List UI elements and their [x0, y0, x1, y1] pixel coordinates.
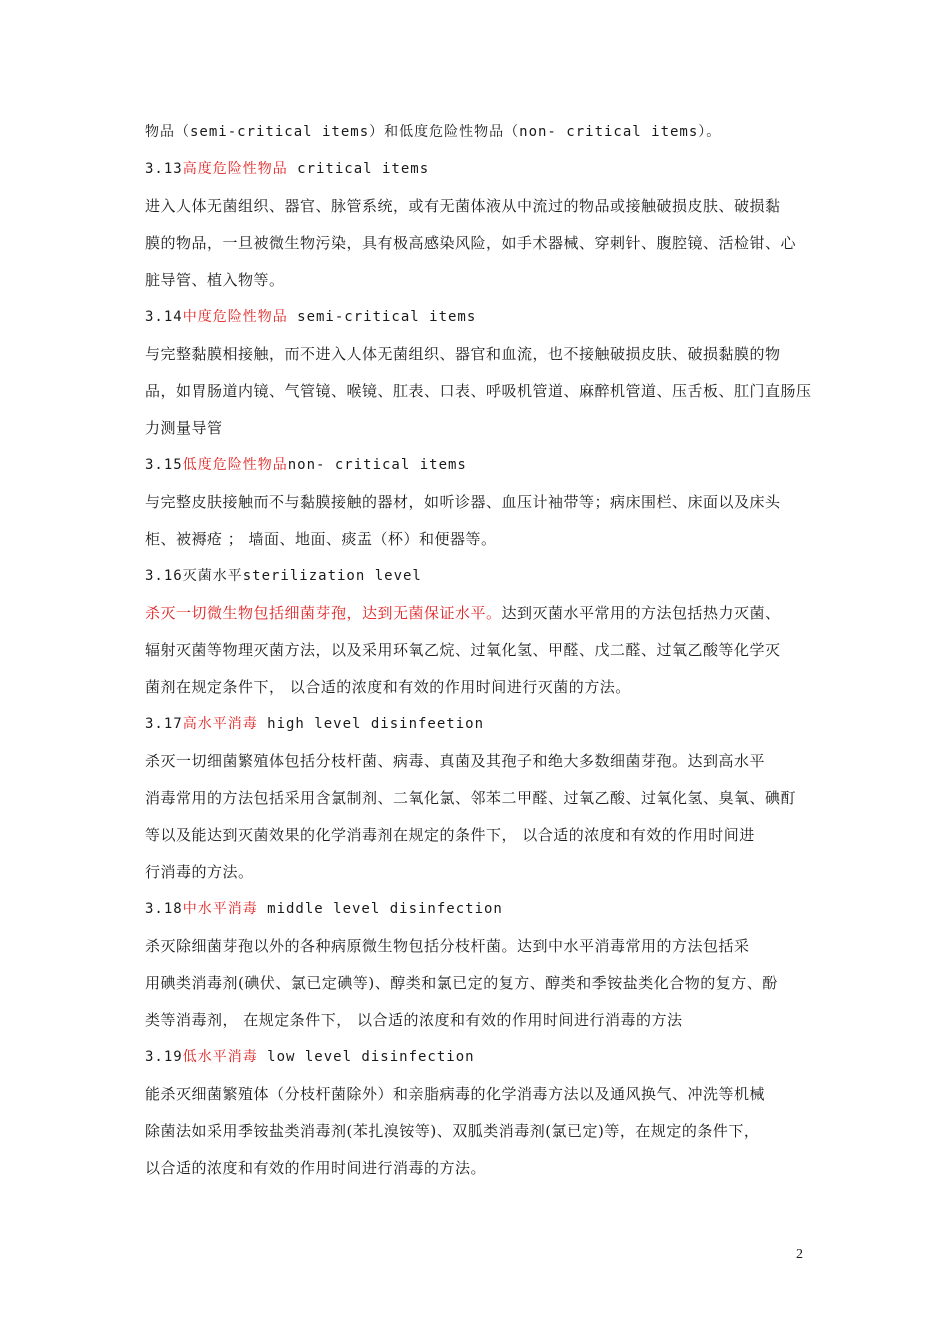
text-line: 杀灭除细菌芽孢以外的各种病原微生物包括分枝杆菌。达到中水平消毒常用的方法包括采 — [145, 937, 750, 955]
text-line: 等以及能达到灭菌效果的化学消毒剂在规定的条件下， 以合适的浓度和有效的作用时间进 — [145, 826, 755, 844]
section-heading: 3.19低水平消毒 low level disinfection — [145, 1049, 475, 1065]
section-heading: 3.18中水平消毒 middle level disinfection — [145, 901, 503, 917]
text-line: 力测量导管 — [145, 419, 223, 437]
section-heading: 3.17高水平消毒 high level disinfeetion — [145, 716, 485, 732]
text-line: 行消毒的方法。 — [145, 863, 254, 881]
text-line: 消毒常用的方法包括采用含氯制剂、二氧化氯、邻苯二甲醛、过氧乙酸、过氧化氢、臭氧、碘酊 — [145, 789, 797, 807]
text-line: 能杀灭细菌繁殖体（分枝杆菌除外）和亲脂病毒的化学消毒方法以及通风换气、冲洗等机械 — [145, 1085, 766, 1103]
text-line: 柜、被褥疮 ； 墙面、地面、痰盂（杯）和便器等。 — [145, 530, 497, 548]
text-line: 物品（semi-critical items）和低度危险性物品（non- critical items）。 — [145, 124, 722, 140]
text-line: 杀灭一切微生物包括细菌芽孢，达到无菌保证水平。达到灭菌水平常用的方法包括热力灭菌、 — [145, 604, 781, 622]
section-heading: 3.16灭菌水平sterilization level — [145, 568, 422, 584]
text-line: 与完整皮肤接触而不与黏膜接触的器材，如听诊器、血压计袖带等；病床围栏、床面以及床头 — [145, 493, 781, 511]
text-line: 类等消毒剂， 在规定条件下， 以合适的浓度和有效的作用时间进行消毒的方法 — [145, 1011, 683, 1029]
text-line: 膜的物品，一旦被微生物污染，具有极高感染风险，如手术器械、穿刺针、腹腔镜、活检钳、心 — [145, 234, 797, 252]
section-heading: 3.13高度危险性物品 critical items — [145, 161, 430, 177]
text-line: 菌剂在规定条件下， 以合适的浓度和有效的作用时间进行灭菌的方法。 — [145, 678, 631, 696]
text-line: 辐射灭菌等物理灭菌方法，以及采用环氧乙烷、过氧化氢、甲醛、戊二醛、过氧乙酸等化学灭 — [145, 641, 781, 659]
text-line: 以合适的浓度和有效的作用时间进行消毒的方法。 — [145, 1159, 487, 1177]
text-line: 用碘类消毒剂(碘伏、氯已定碘等)、醇类和氯已定的复方、醇类和季铵盐类化合物的复方、酚 — [145, 974, 778, 992]
section-heading: 3.14中度危险性物品 semi-critical items — [145, 309, 477, 325]
page-number: 2 — [796, 1247, 803, 1262]
section-heading: 3.15低度危险性物品non- critical items — [145, 457, 467, 473]
text-line: 杀灭一切细菌繁殖体包括分枝杆菌、病毒、真菌及其孢子和绝大多数细菌芽孢。达到高水平 — [145, 752, 766, 770]
text-line: 品，如胃肠道内镜、气管镜、喉镜、肛表、口表、呼吸机管道、麻醉机管道、压舌板、肛门直肠压 — [145, 382, 812, 400]
text-line: 除菌法如采用季铵盐类消毒剂(苯扎溴铵等)、双胍类消毒剂(氯已定)等，在规定的条件下， — [145, 1122, 760, 1140]
text-line: 脏导管、植入物等。 — [145, 271, 285, 289]
text-line: 进入人体无菌组织、器官、脉管系统，或有无菌体液从中流过的物品或接触破损皮肤、破损黏 — [145, 197, 781, 215]
text-line: 与完整黏膜相接触，而不进入人体无菌组织、器官和血流，也不接触破损皮肤、破损黏膜的物 — [145, 345, 781, 363]
